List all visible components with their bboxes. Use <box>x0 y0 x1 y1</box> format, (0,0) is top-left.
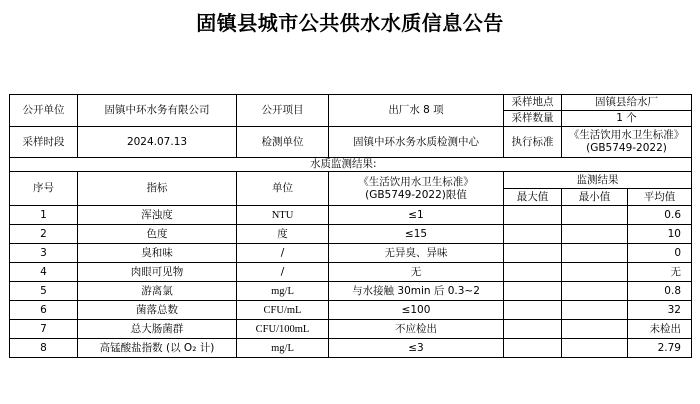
row-max <box>504 320 562 339</box>
row-max <box>504 225 562 244</box>
row-indicator: 浑浊度 <box>78 206 237 225</box>
row-max <box>504 263 562 282</box>
row-unit: NTU <box>237 206 329 225</box>
col-limit <box>329 172 504 206</box>
col-max: 最大值 <box>504 189 562 206</box>
item-label: 公开项目 <box>237 95 329 127</box>
row-no: 6 <box>10 301 78 320</box>
row-indicator: 臭和味 <box>78 244 237 263</box>
std-value <box>562 127 692 158</box>
row-indicator: 游离氯 <box>78 282 237 301</box>
row-unit: mg/L <box>237 282 329 301</box>
row-unit: CFU/mL <box>237 301 329 320</box>
row-max <box>504 206 562 225</box>
row-limit: ≤1 <box>329 206 504 225</box>
row-max <box>504 244 562 263</box>
row-no: 2 <box>10 225 78 244</box>
col-min: 最小值 <box>562 189 628 206</box>
lab-label: 检测单位 <box>237 127 329 158</box>
row-min <box>562 244 628 263</box>
section-title: 水质监测结果: <box>10 158 692 172</box>
row-limit: 与水接触 30min 后 0.3~2 <box>329 282 504 301</box>
row-indicator: 高锰酸盐指数 (以 O₂ 计) <box>78 339 237 358</box>
publisher-label: 公开单位 <box>10 95 78 127</box>
row-indicator: 肉眼可见物 <box>78 263 237 282</box>
row-limit: 无异臭、异味 <box>329 244 504 263</box>
row-avg: 0.8 <box>628 282 692 301</box>
row-avg: 未检出 <box>628 320 692 339</box>
time-value: 2024.07.13 <box>78 127 237 158</box>
row-avg: 0.6 <box>628 206 692 225</box>
table-row <box>10 206 692 225</box>
row-avg: 2.79 <box>628 339 692 358</box>
table-row <box>10 225 692 244</box>
row-min <box>562 320 628 339</box>
row-indicator: 菌落总数 <box>78 301 237 320</box>
std-value-line1: 《生活饮用水卫生标准》 <box>568 129 685 141</box>
row-min <box>562 282 628 301</box>
row-no: 7 <box>10 320 78 339</box>
table-row <box>10 301 692 320</box>
col-limit-line1: 《生活饮用水卫生标准》 <box>358 175 474 188</box>
row-avg: 0 <box>628 244 692 263</box>
row-max <box>504 282 562 301</box>
count-value: 1 个 <box>562 111 692 127</box>
row-max <box>504 339 562 358</box>
site-value: 固镇县给水厂 <box>562 95 692 111</box>
lab-value: 固镇中环水务水质检测中心 <box>329 127 504 158</box>
col-avg: 平均值 <box>628 189 692 206</box>
site-label: 采样地点 <box>504 95 562 111</box>
row-avg: 32 <box>628 301 692 320</box>
table-row <box>10 320 692 339</box>
row-min <box>562 301 628 320</box>
time-label: 采样时段 <box>10 127 78 158</box>
col-indicator: 指标 <box>78 172 237 206</box>
row-unit: / <box>237 244 329 263</box>
row-min <box>562 339 628 358</box>
table-row <box>10 339 692 358</box>
std-value-line2: (GB5749-2022) <box>586 142 667 154</box>
row-no: 8 <box>10 339 78 358</box>
item-value: 出厂水 8 项 <box>329 95 504 127</box>
row-limit: 无 <box>329 263 504 282</box>
row-unit: mg/L <box>237 339 329 358</box>
table-row <box>10 263 692 282</box>
row-limit: ≤100 <box>329 301 504 320</box>
table-row <box>10 282 692 301</box>
col-monitor: 监测结果 <box>504 172 692 189</box>
row-min <box>562 263 628 282</box>
col-unit: 单位 <box>237 172 329 206</box>
row-min <box>562 206 628 225</box>
water-quality-table <box>9 94 692 358</box>
row-no: 4 <box>10 263 78 282</box>
row-avg: 10 <box>628 225 692 244</box>
row-limit: ≤15 <box>329 225 504 244</box>
row-avg: 无 <box>628 263 692 282</box>
row-max <box>504 301 562 320</box>
row-indicator: 总大肠菌群 <box>78 320 237 339</box>
table-row <box>10 244 692 263</box>
publisher-value: 固镇中环水务有限公司 <box>78 95 237 127</box>
row-no: 3 <box>10 244 78 263</box>
col-no: 序号 <box>10 172 78 206</box>
row-no: 1 <box>10 206 78 225</box>
row-unit: CFU/100mL <box>237 320 329 339</box>
page-title: 固镇县城市公共供水水质信息公告 <box>196 11 504 35</box>
row-no: 5 <box>10 282 78 301</box>
row-unit: 度 <box>237 225 329 244</box>
row-limit: 不应检出 <box>329 320 504 339</box>
std-label: 执行标准 <box>504 127 562 158</box>
count-label: 采样数量 <box>504 111 562 127</box>
row-limit: ≤3 <box>329 339 504 358</box>
row-min <box>562 225 628 244</box>
row-unit: / <box>237 263 329 282</box>
col-limit-line2: (GB5749-2022)限值 <box>365 188 467 201</box>
row-indicator: 色度 <box>78 225 237 244</box>
